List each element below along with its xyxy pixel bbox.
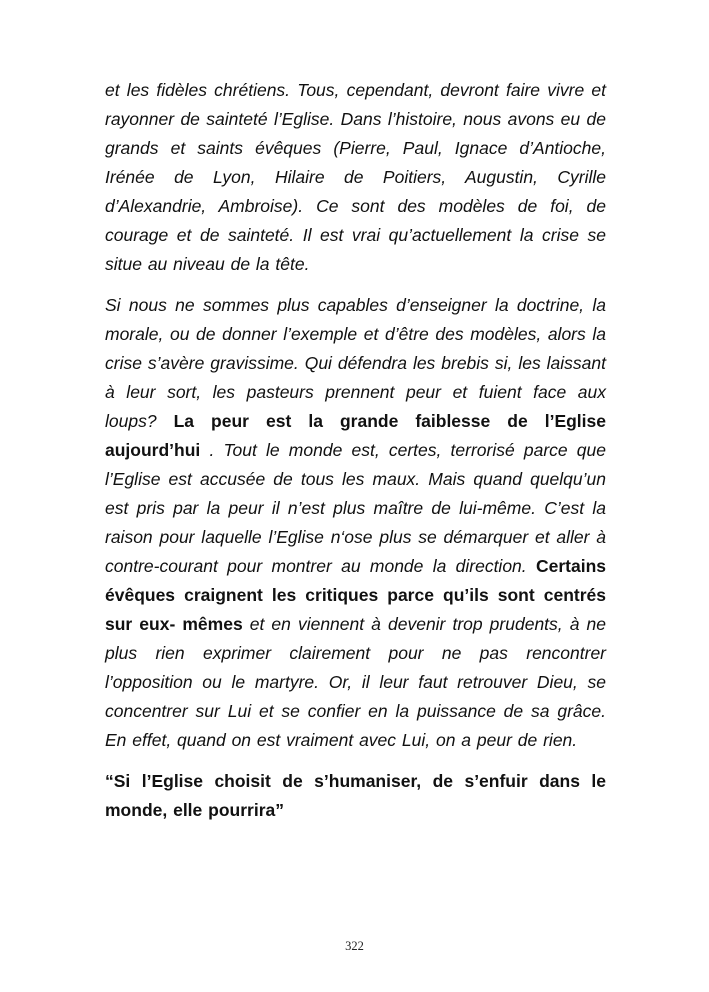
text-run-italic: et les fidèles chrétiens. Tous, cependant, devront faire vivre et rayonner de sainteté l’Eglise. Dans l’histoire, nous avons eu de grands et saints évêques (Pierre, Paul, Ignace d’Antioche, Irénée de Lyon, Hilaire de Poitiers, Augustin, Cyrille d’Alexandrie, Ambroise). Ce sont des modèles de foi, de courage et de sainteté. Il est vrai qu’actuellement la crise se situe au niveau de la tête. <box>105 80 606 274</box>
page-body <box>105 76 606 837</box>
paragraph <box>105 291 606 755</box>
text-run-bold: Certains évêques craignent les critiques parce qu’ils sont centrés sur eux- mêmes <box>105 556 606 634</box>
text-run-italic: . Tout le monde est, certes, terrorisé parce que l’Eglise est accusée de tous les maux. Mais quand quelqu’un est pris par la peur il n’est plus maître de lui-même. C’est la raison pour laquelle l’Eglise n‘ose plus se démarquer et aller à contre-courant pour montrer au monde la direction. <box>105 440 606 576</box>
text-run-bold: “Si l’Eglise choisit de s’humaniser, de s’enfuir dans le monde, elle pourrira” <box>105 771 606 820</box>
text-run-italic: Si nous ne sommes plus capables d’enseigner la doctrine, la morale, ou de donner l’exemple et d’être des modèles, alors la crise s’avère gravissime. Qui défendra les brebis si, les laissant à leur sort, les pasteurs prennent peur et fuient face aux loups? <box>105 295 606 431</box>
paragraph <box>105 76 606 279</box>
text-run-bold: La peur est la grande faiblesse de l’Eglise aujourd’hui <box>105 411 606 460</box>
page-number: 322 <box>345 939 364 953</box>
paragraph <box>105 767 606 825</box>
text-run-italic: et en viennent à devenir trop prudents, à ne plus rien exprimer clairement pour ne pas rencontrer l’opposition ou le martyre. Or, il leur faut retrouver Dieu, se concentrer sur Lui et se confier en la puissance de sa grâce. En effet, quand on est vraiment avec Lui, on a peur de rien. <box>105 614 606 750</box>
